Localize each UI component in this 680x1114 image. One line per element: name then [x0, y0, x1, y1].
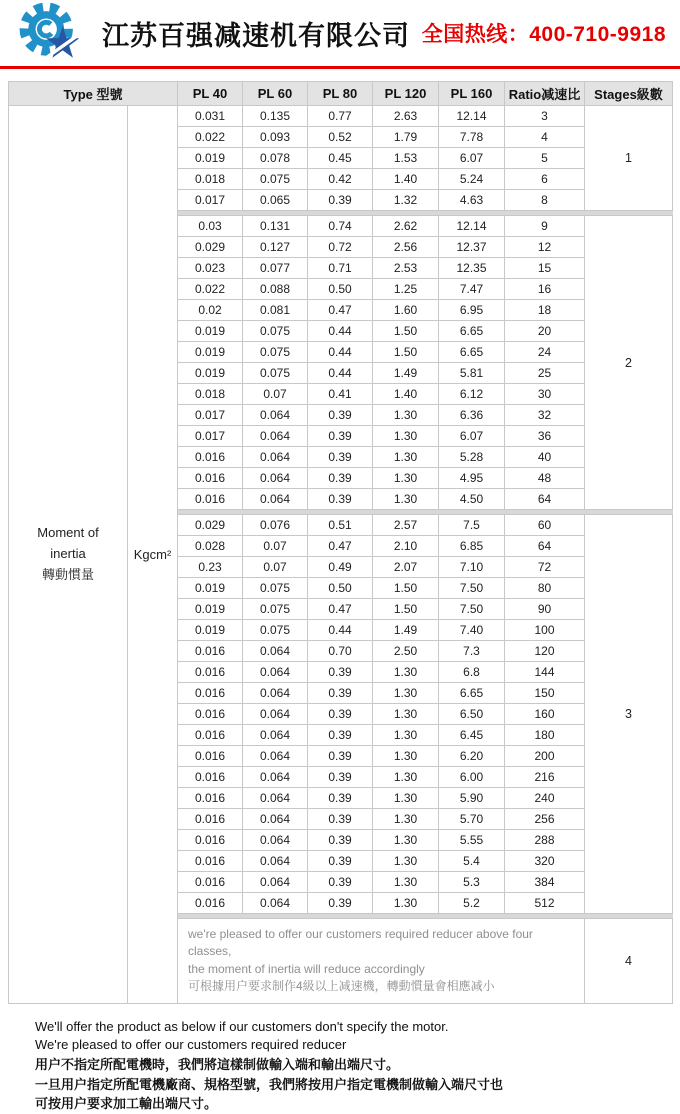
inertia-value-cell: 0.016	[178, 872, 243, 893]
inertia-value-cell: 0.52	[308, 127, 373, 148]
column-header-pl120: PL 120	[373, 82, 439, 106]
inertia-value-cell: 6.00	[439, 767, 505, 788]
inertia-value-cell: 5.2	[439, 893, 505, 914]
inertia-value-cell: 0.127	[243, 237, 308, 258]
inertia-value-cell: 0.39	[308, 767, 373, 788]
inertia-value-cell: 0.77	[308, 106, 373, 127]
inertia-value-cell: 0.02	[178, 300, 243, 321]
ratio-value-cell: 80	[505, 578, 585, 599]
inertia-value-cell: 0.017	[178, 426, 243, 447]
inertia-value-cell: 0.064	[243, 767, 308, 788]
inertia-value-cell: 5.3	[439, 872, 505, 893]
inertia-value-cell: 0.39	[308, 662, 373, 683]
ratio-value-cell: 32	[505, 405, 585, 426]
ratio-value-cell: 64	[505, 536, 585, 557]
inertia-value-cell: 1.60	[373, 300, 439, 321]
inertia-value-cell: 7.3	[439, 641, 505, 662]
inertia-value-cell: 1.50	[373, 321, 439, 342]
inertia-value-cell: 0.39	[308, 851, 373, 872]
note-line: we're pleased to offer our customers required reducer above four classes,	[188, 927, 533, 959]
inertia-value-cell: 1.79	[373, 127, 439, 148]
inertia-value-cell: 0.019	[178, 578, 243, 599]
ratio-value-cell: 9	[505, 216, 585, 237]
ratio-value-cell: 144	[505, 662, 585, 683]
inertia-value-cell: 5.90	[439, 788, 505, 809]
ratio-value-cell: 180	[505, 725, 585, 746]
inertia-value-cell: 0.42	[308, 169, 373, 190]
inertia-value-cell: 1.30	[373, 851, 439, 872]
inertia-value-cell: 0.031	[178, 106, 243, 127]
ratio-value-cell: 6	[505, 169, 585, 190]
note-line: the moment of inertia will reduce accordingly	[188, 961, 425, 976]
inertia-value-cell: 0.016	[178, 809, 243, 830]
inertia-value-cell: 0.064	[243, 788, 308, 809]
inertia-value-cell: 0.71	[308, 258, 373, 279]
inertia-value-cell: 1.49	[373, 363, 439, 384]
inertia-value-cell: 1.30	[373, 704, 439, 725]
column-header-pl40: PL 40	[178, 82, 243, 106]
inertia-value-cell: 7.50	[439, 599, 505, 620]
inertia-value-cell: 0.016	[178, 746, 243, 767]
hotline-number: 全国热线：400-710-9918	[421, 23, 666, 46]
inertia-value-cell: 2.56	[373, 237, 439, 258]
ratio-value-cell: 12	[505, 237, 585, 258]
inertia-value-cell: 1.40	[373, 169, 439, 190]
inertia-value-cell: 0.076	[243, 515, 308, 536]
inertia-value-cell: 2.07	[373, 557, 439, 578]
ratio-value-cell: 64	[505, 489, 585, 510]
row-label-line: 轉動慣量	[41, 566, 94, 582]
inertia-value-cell: 5.70	[439, 809, 505, 830]
inertia-value-cell: 0.019	[178, 148, 243, 169]
inertia-value-cell: 0.022	[178, 279, 243, 300]
inertia-value-cell: 0.064	[243, 872, 308, 893]
inertia-value-cell: 0.023	[178, 258, 243, 279]
inertia-value-cell: 0.075	[243, 321, 308, 342]
inertia-value-cell: 0.075	[243, 578, 308, 599]
ratio-value-cell: 20	[505, 321, 585, 342]
inertia-value-cell: 12.35	[439, 258, 505, 279]
inertia-value-cell: 6.8	[439, 662, 505, 683]
footer-line-en: We'll offer the product as below if our customers don't specify the motor.	[35, 1018, 449, 1034]
footer-line-en: We're pleased to offer our customers required reducer	[35, 1037, 347, 1053]
inertia-value-cell: 6.50	[439, 704, 505, 725]
inertia-value-cell: 0.065	[243, 190, 308, 211]
inertia-value-cell: 0.39	[308, 704, 373, 725]
inertia-value-cell: 0.39	[308, 893, 373, 914]
inertia-value-cell: 1.30	[373, 872, 439, 893]
inertia-value-cell: 0.019	[178, 620, 243, 641]
inertia-value-cell: 1.40	[373, 384, 439, 405]
footer-line-zh: 用户不指定所配電機時，我們將這樣制做輸入端和輸出端尺寸。	[35, 1057, 400, 1073]
ratio-value-cell: 150	[505, 683, 585, 704]
inertia-value-cell: 0.016	[178, 662, 243, 683]
inertia-value-cell: 1.30	[373, 809, 439, 830]
inertia-value-cell: 0.064	[243, 405, 308, 426]
inertia-value-cell: 0.064	[243, 809, 308, 830]
inertia-value-cell: 0.019	[178, 599, 243, 620]
inertia-value-cell: 7.47	[439, 279, 505, 300]
inertia-value-cell: 0.39	[308, 872, 373, 893]
inertia-value-cell: 0.47	[308, 536, 373, 557]
unit-kgcm2: Kgcm²	[128, 106, 178, 1004]
inertia-value-cell: 0.016	[178, 704, 243, 725]
page-header	[0, 0, 680, 69]
moment-of-inertia-spec-table	[8, 81, 673, 1004]
inertia-value-cell: 1.30	[373, 746, 439, 767]
ratio-value-cell: 30	[505, 384, 585, 405]
inertia-value-cell: 6.85	[439, 536, 505, 557]
inertia-value-cell: 1.49	[373, 620, 439, 641]
inertia-value-cell: 4.50	[439, 489, 505, 510]
inertia-value-cell: 0.075	[243, 599, 308, 620]
inertia-value-cell: 0.39	[308, 809, 373, 830]
inertia-value-cell: 0.016	[178, 489, 243, 510]
inertia-value-cell: 2.63	[373, 106, 439, 127]
inertia-value-cell: 0.019	[178, 342, 243, 363]
inertia-value-cell: 6.45	[439, 725, 505, 746]
inertia-value-cell: 0.064	[243, 683, 308, 704]
inertia-value-cell: 0.016	[178, 788, 243, 809]
footer-line-zh: 可按用户要求加工輸出端尺寸。	[35, 1096, 218, 1112]
inertia-value-cell: 2.50	[373, 641, 439, 662]
inertia-value-cell: 0.44	[308, 342, 373, 363]
inertia-value-cell: 0.39	[308, 746, 373, 767]
inertia-value-cell: 0.064	[243, 641, 308, 662]
inertia-value-cell: 6.07	[439, 148, 505, 169]
inertia-value-cell: 6.65	[439, 321, 505, 342]
inertia-value-cell: 1.50	[373, 578, 439, 599]
ratio-value-cell: 5	[505, 148, 585, 169]
inertia-value-cell: 7.10	[439, 557, 505, 578]
inertia-value-cell: 0.07	[243, 536, 308, 557]
ratio-value-cell: 320	[505, 851, 585, 872]
inertia-value-cell: 0.016	[178, 893, 243, 914]
inertia-value-cell: 0.064	[243, 489, 308, 510]
ratio-value-cell: 120	[505, 641, 585, 662]
inertia-value-cell: 0.39	[308, 405, 373, 426]
footer-line-zh: 一旦用户指定所配電機廠商、規格型號，我們將按用户指定電機制做輸入端尺寸也	[35, 1076, 504, 1092]
inertia-value-cell: 0.23	[178, 557, 243, 578]
inertia-value-cell: 0.39	[308, 788, 373, 809]
inertia-value-cell: 0.029	[178, 237, 243, 258]
inertia-value-cell: 6.20	[439, 746, 505, 767]
inertia-value-cell: 2.10	[373, 536, 439, 557]
ratio-value-cell: 18	[505, 300, 585, 321]
inertia-value-cell: 0.077	[243, 258, 308, 279]
note-line: 可根據用户要求制作4級以上减速機，轉動慣量會相應减小	[188, 979, 495, 994]
inertia-value-cell: 0.016	[178, 851, 243, 872]
ratio-value-cell: 15	[505, 258, 585, 279]
inertia-value-cell: 0.064	[243, 893, 308, 914]
table-row	[9, 106, 673, 127]
inertia-value-cell: 1.53	[373, 148, 439, 169]
inertia-value-cell: 0.064	[243, 426, 308, 447]
row-label-line: Moment of	[37, 525, 99, 541]
inertia-value-cell: 0.019	[178, 363, 243, 384]
stage-number-cell: 4	[585, 919, 673, 1004]
company-name: 江苏百强减速机有限公司	[102, 20, 410, 51]
inertia-value-cell: 1.30	[373, 683, 439, 704]
inertia-value-cell: 0.064	[243, 662, 308, 683]
inertia-value-cell: 0.016	[178, 767, 243, 788]
inertia-value-cell: 7.5	[439, 515, 505, 536]
ratio-value-cell: 240	[505, 788, 585, 809]
inertia-value-cell: 0.03	[178, 216, 243, 237]
ratio-value-cell: 24	[505, 342, 585, 363]
inertia-value-cell: 0.45	[308, 148, 373, 169]
inertia-value-cell: 0.093	[243, 127, 308, 148]
column-header-pl80: PL 80	[308, 82, 373, 106]
row-label-moment-of-inertia	[9, 106, 128, 1004]
company-logo-gear-star-icon	[10, 1, 96, 68]
ratio-value-cell: 36	[505, 426, 585, 447]
inertia-value-cell: 0.018	[178, 169, 243, 190]
ratio-value-cell: 25	[505, 363, 585, 384]
inertia-value-cell: 7.78	[439, 127, 505, 148]
inertia-value-cell: 0.50	[308, 279, 373, 300]
inertia-value-cell: 4.95	[439, 468, 505, 489]
inertia-value-cell: 0.078	[243, 148, 308, 169]
inertia-value-cell: 0.022	[178, 127, 243, 148]
inertia-value-cell: 0.064	[243, 468, 308, 489]
inertia-value-cell: 0.41	[308, 384, 373, 405]
inertia-value-cell: 5.55	[439, 830, 505, 851]
inertia-value-cell: 0.39	[308, 725, 373, 746]
inertia-value-cell: 5.81	[439, 363, 505, 384]
inertia-value-cell: 1.30	[373, 893, 439, 914]
ratio-value-cell: 60	[505, 515, 585, 536]
inertia-value-cell: 1.30	[373, 767, 439, 788]
inertia-value-cell: 0.07	[243, 557, 308, 578]
inertia-value-cell: 2.62	[373, 216, 439, 237]
inertia-value-cell: 0.075	[243, 342, 308, 363]
inertia-value-cell: 0.088	[243, 279, 308, 300]
ratio-value-cell: 40	[505, 447, 585, 468]
inertia-value-cell: 0.064	[243, 830, 308, 851]
inertia-value-cell: 0.016	[178, 468, 243, 489]
inertia-value-cell: 0.39	[308, 683, 373, 704]
inertia-value-cell: 5.4	[439, 851, 505, 872]
inertia-value-cell: 6.65	[439, 342, 505, 363]
column-header-pl60: PL 60	[243, 82, 308, 106]
ratio-value-cell: 3	[505, 106, 585, 127]
ratio-value-cell: 100	[505, 620, 585, 641]
ratio-value-cell: 48	[505, 468, 585, 489]
inertia-value-cell: 0.016	[178, 641, 243, 662]
column-header-stages: Stages級數	[585, 82, 673, 106]
inertia-value-cell: 1.30	[373, 447, 439, 468]
inertia-value-cell: 0.064	[243, 851, 308, 872]
ratio-value-cell: 160	[505, 704, 585, 725]
inertia-value-cell: 0.064	[243, 725, 308, 746]
column-header-ratio: Ratio减速比	[505, 82, 585, 106]
inertia-value-cell: 1.30	[373, 662, 439, 683]
inertia-value-cell: 5.28	[439, 447, 505, 468]
inertia-value-cell: 0.135	[243, 106, 308, 127]
inertia-value-cell: 0.064	[243, 447, 308, 468]
inertia-value-cell: 1.30	[373, 830, 439, 851]
inertia-value-cell: 0.39	[308, 426, 373, 447]
inertia-value-cell: 7.50	[439, 578, 505, 599]
inertia-value-cell: 0.019	[178, 321, 243, 342]
inertia-value-cell: 1.25	[373, 279, 439, 300]
inertia-value-cell: 6.36	[439, 405, 505, 426]
inertia-value-cell: 0.075	[243, 169, 308, 190]
stage4-note-cell	[178, 919, 585, 1004]
inertia-value-cell: 6.65	[439, 683, 505, 704]
inertia-value-cell: 6.95	[439, 300, 505, 321]
column-header-type: Type 型號	[9, 82, 178, 106]
inertia-value-cell: 0.72	[308, 237, 373, 258]
inertia-value-cell: 4.63	[439, 190, 505, 211]
inertia-value-cell: 12.37	[439, 237, 505, 258]
footer-notes	[35, 1018, 680, 1114]
inertia-value-cell: 6.07	[439, 426, 505, 447]
inertia-value-cell: 1.30	[373, 788, 439, 809]
inertia-value-cell: 0.07	[243, 384, 308, 405]
inertia-value-cell: 0.74	[308, 216, 373, 237]
inertia-value-cell: 0.064	[243, 704, 308, 725]
ratio-value-cell: 288	[505, 830, 585, 851]
inertia-value-cell: 0.075	[243, 620, 308, 641]
inertia-value-cell: 0.47	[308, 300, 373, 321]
inertia-value-cell: 1.30	[373, 426, 439, 447]
inertia-value-cell: 1.32	[373, 190, 439, 211]
inertia-value-cell: 0.44	[308, 620, 373, 641]
inertia-value-cell: 0.39	[308, 830, 373, 851]
ratio-value-cell: 90	[505, 599, 585, 620]
inertia-value-cell: 0.131	[243, 216, 308, 237]
inertia-value-cell: 1.30	[373, 405, 439, 426]
inertia-value-cell: 0.51	[308, 515, 373, 536]
inertia-value-cell: 0.081	[243, 300, 308, 321]
row-label-line: inertia	[50, 545, 86, 561]
inertia-value-cell: 0.39	[308, 489, 373, 510]
inertia-value-cell: 1.30	[373, 725, 439, 746]
inertia-value-cell: 0.44	[308, 321, 373, 342]
ratio-value-cell: 216	[505, 767, 585, 788]
stage-number-cell: 2	[585, 216, 673, 510]
table-header-row	[9, 82, 673, 106]
inertia-value-cell: 0.49	[308, 557, 373, 578]
inertia-value-cell: 0.44	[308, 363, 373, 384]
inertia-value-cell: 0.39	[308, 447, 373, 468]
inertia-value-cell: 7.40	[439, 620, 505, 641]
inertia-value-cell: 1.50	[373, 599, 439, 620]
inertia-value-cell: 0.016	[178, 830, 243, 851]
inertia-value-cell: 0.016	[178, 447, 243, 468]
inertia-value-cell: 12.14	[439, 106, 505, 127]
inertia-value-cell: 0.029	[178, 515, 243, 536]
inertia-value-cell: 2.57	[373, 515, 439, 536]
ratio-value-cell: 256	[505, 809, 585, 830]
inertia-value-cell: 6.12	[439, 384, 505, 405]
ratio-value-cell: 8	[505, 190, 585, 211]
inertia-value-cell: 0.017	[178, 190, 243, 211]
inertia-value-cell: 0.018	[178, 384, 243, 405]
inertia-value-cell: 0.47	[308, 599, 373, 620]
ratio-value-cell: 4	[505, 127, 585, 148]
inertia-value-cell: 0.017	[178, 405, 243, 426]
stage-number-cell: 3	[585, 515, 673, 914]
inertia-value-cell: 12.14	[439, 216, 505, 237]
ratio-value-cell: 16	[505, 279, 585, 300]
inertia-value-cell: 1.30	[373, 468, 439, 489]
ratio-value-cell: 384	[505, 872, 585, 893]
inertia-value-cell: 0.39	[308, 468, 373, 489]
ratio-value-cell: 72	[505, 557, 585, 578]
inertia-value-cell: 0.50	[308, 578, 373, 599]
ratio-value-cell: 200	[505, 746, 585, 767]
inertia-value-cell: 0.39	[308, 190, 373, 211]
inertia-value-cell: 1.50	[373, 342, 439, 363]
inertia-value-cell: 0.075	[243, 363, 308, 384]
ratio-value-cell: 512	[505, 893, 585, 914]
inertia-value-cell: 1.30	[373, 489, 439, 510]
column-header-pl160: PL 160	[439, 82, 505, 106]
stage-number-cell: 1	[585, 106, 673, 211]
inertia-value-cell: 5.24	[439, 169, 505, 190]
inertia-value-cell: 0.70	[308, 641, 373, 662]
inertia-value-cell: 0.028	[178, 536, 243, 557]
inertia-value-cell: 2.53	[373, 258, 439, 279]
inertia-value-cell: 0.016	[178, 683, 243, 704]
inertia-value-cell: 0.064	[243, 746, 308, 767]
inertia-value-cell: 0.016	[178, 725, 243, 746]
